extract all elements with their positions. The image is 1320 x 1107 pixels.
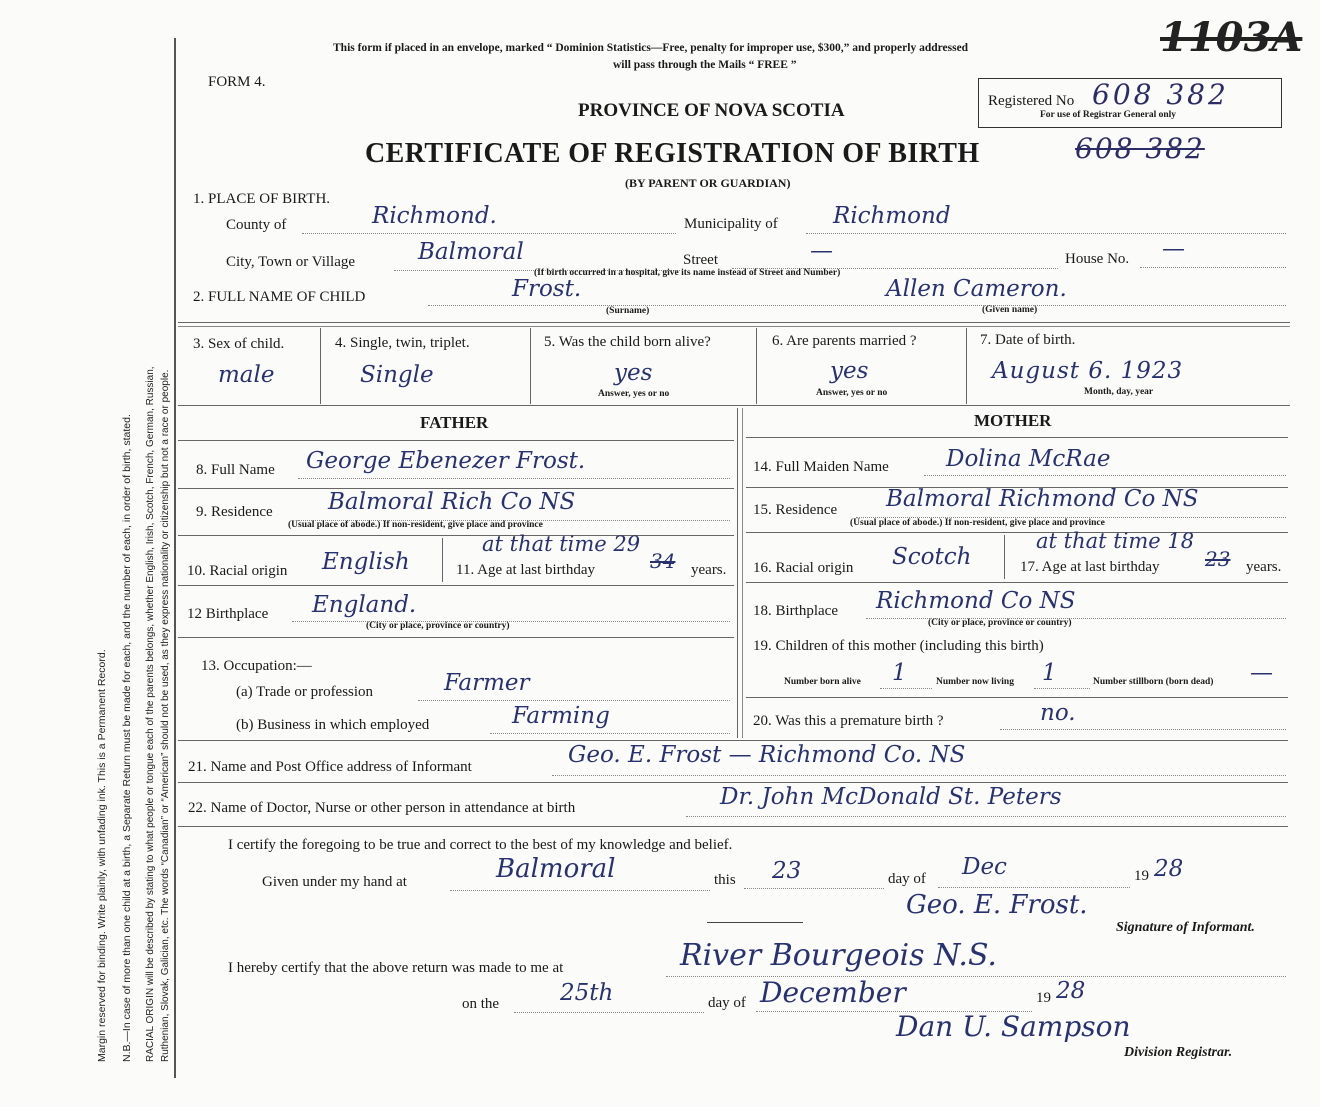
mother-heading: MOTHER (974, 411, 1052, 430)
father-birthplace-label: 12 Birthplace (187, 606, 269, 622)
certification-month-value: Dec (962, 854, 1007, 880)
county-value: Richmond. (372, 203, 497, 229)
registrar-day-line (514, 1012, 704, 1013)
premature-birth-label: 20. Was this a premature birth ? (753, 713, 944, 729)
born-alive-value: yes (614, 360, 653, 386)
mother-name-label: 14. Full Maiden Name (753, 459, 889, 475)
month-line (938, 887, 1130, 888)
row-divider (178, 585, 734, 586)
registrar-month-value: December (760, 976, 906, 1009)
signature-rule (707, 922, 803, 923)
on-the-label: on the (462, 996, 500, 1012)
row-divider (178, 826, 1288, 827)
multiple-birth-label: 4. Single, twin, triplet. (335, 335, 470, 351)
registrar-title: Division Registrar. (1124, 1045, 1233, 1060)
street-value: — (810, 238, 833, 264)
born-alive-count-value: 1 (892, 660, 907, 686)
certification-statement: I certify the foregoing to be true and correct to the best of my knowledge and belief. (228, 837, 733, 853)
house-number-line (1140, 267, 1286, 268)
parent-column-divider (742, 408, 743, 738)
doctor-value: Dr. John McDonald St. Peters (720, 784, 1062, 810)
row-divider (178, 782, 1288, 783)
given-place-value: Balmoral (496, 854, 616, 884)
father-birthplace-value: England. (312, 592, 417, 618)
form-number: FORM 4. (208, 74, 266, 90)
mother-name-line (924, 475, 1286, 476)
father-age-struck: 34 (650, 549, 676, 573)
parents-married-label: 6. Are parents married ? (772, 333, 917, 349)
row-divider (746, 697, 1288, 698)
born-alive-note: Answer, yes or no (598, 389, 670, 399)
margin-note-binding: Margin reserved for binding. Write plainly, with unfading ink. This is a Permanent Record. (96, 649, 108, 1062)
mother-name-value: Dolina McRae (946, 446, 1111, 472)
mother-birthplace-label: 18. Birthplace (753, 603, 838, 619)
struck-registration-number: 608 382 (1075, 132, 1205, 165)
father-residence-label: 9. Residence (196, 504, 273, 520)
born-alive-count-line (880, 688, 932, 689)
mother-age-label: 17. Age at last birthday (1020, 559, 1160, 575)
father-name-value: George Ebenezer Frost. (306, 448, 586, 474)
street-label: Street (683, 252, 718, 268)
informant-value: Geo. E. Frost — Richmond Co. NS (568, 742, 966, 768)
father-birthplace-note: (City or place, province or country) (366, 621, 510, 631)
province-heading: PROVINCE OF NOVA SCOTIA (578, 100, 845, 121)
margin-note-racial-origin: RACIAL ORIGIN will be described by stating to what people or tongue each of the parents belongs, whether English, Irish, Scotch, French, German, Russian, (145, 366, 156, 1062)
registrar-signature: Dan U. Sampson (896, 1010, 1131, 1043)
row-divider (746, 437, 1288, 438)
now-living-count-label: Number now living (936, 677, 1014, 687)
stillborn-count-value: — (1250, 660, 1273, 686)
born-alive-label: 5. Was the child born alive? (544, 334, 711, 350)
given-place-line (450, 890, 710, 891)
trade-label: (a) Trade or profession (236, 684, 374, 700)
mother-residence-label: 15. Residence (753, 502, 838, 518)
row-divider (178, 637, 734, 638)
mother-racial-origin-label: 16. Racial origin (753, 560, 854, 576)
father-years-label: years. (691, 562, 727, 578)
mother-age-note: at that time 18 (1036, 529, 1195, 553)
registrar-year-prefix: 19 (1036, 990, 1051, 1006)
row-divider (178, 535, 734, 536)
postal-notice-line-1: This form if placed in an envelope, marked “ Dominion Statistics—Free, penalty for improper use, $300,” and properly addressed (333, 42, 969, 54)
premature-birth-value: no. (1040, 700, 1076, 726)
premature-birth-line (1000, 729, 1286, 730)
hospital-note: (If birth occurred in a hospital, give its name instead of Street and Number) (534, 268, 841, 278)
mother-birthplace-value: Richmond Co NS (876, 588, 1076, 614)
parents-married-value: yes (830, 358, 869, 384)
registrar-day-of-label: day of (708, 995, 746, 1011)
father-residence-note: (Usual place of abode.) If non-resident, give place and province (288, 520, 543, 530)
document-title: CERTIFICATE OF REGISTRATION OF BIRTH (365, 138, 980, 169)
father-age-label: 11. Age at last birthday (456, 562, 595, 578)
registered-number-value: 608 382 (1092, 78, 1229, 111)
informant-label: 21. Name and Post Office address of Informant (188, 759, 472, 775)
stillborn-count-label: Number stillborn (born dead) (1093, 677, 1214, 687)
date-of-birth-label: 7. Date of birth. (980, 332, 1076, 348)
children-label: 19. Children of this mother (including this birth) (753, 638, 1044, 654)
column-divider (756, 328, 757, 404)
given-under-hand-label: Given under my hand at (262, 874, 407, 890)
informant-signature: Geo. E. Frost. (906, 890, 1088, 920)
mother-residence-note: (Usual place of abode.) If non-resident, give place and province (850, 518, 1105, 528)
doctor-line (686, 816, 1286, 817)
row-divider (178, 440, 734, 441)
father-racial-origin-value: English (322, 549, 410, 575)
sex-value: male (218, 362, 275, 388)
this-label: this (714, 872, 736, 888)
house-number-value: — (1162, 236, 1185, 262)
father-birthplace-line (292, 621, 730, 622)
child-given-name-value: Allen Cameron. (886, 276, 1067, 302)
registrar-place-line (666, 976, 1286, 977)
certification-day-value: 23 (772, 858, 802, 884)
row-divider (746, 582, 1288, 583)
row-divider (178, 740, 1288, 741)
row-divider (178, 326, 1290, 327)
now-living-count-value: 1 (1042, 660, 1057, 686)
father-racial-origin-label: 10. Racial origin (187, 563, 288, 579)
municipality-value: Richmond (833, 203, 951, 229)
certification-year-value: 28 (1154, 856, 1184, 882)
surname-note: (Surname) (606, 306, 650, 316)
column-divider (530, 328, 531, 404)
informant-line (552, 775, 1286, 776)
margin-note-racial-origin-2: Ruthenian, Slovak, Galician, etc. The words “Canadian” or “American” should not be used, as they express nationality or citizenship but not a race or people. (160, 369, 171, 1062)
registrar-year-value: 28 (1056, 978, 1086, 1004)
registrar-day-value: 25th (560, 980, 614, 1006)
mother-racial-origin-value: Scotch (892, 544, 972, 570)
document-subtitle: (BY PARENT OR GUARDIAN) (625, 176, 791, 190)
now-living-count-line (1034, 688, 1090, 689)
place-of-birth-heading: 1. PLACE OF BIRTH. (193, 191, 331, 207)
column-divider (320, 328, 321, 404)
occupation-label: 13. Occupation:— (201, 658, 312, 674)
date-of-birth-note: Month, day, year (1084, 387, 1154, 397)
sex-label: 3. Sex of child. (193, 336, 285, 352)
registrar-statement: I hereby certify that the above return was made to me at (228, 960, 564, 976)
mother-birthplace-note: (City or place, province or country) (928, 618, 1072, 628)
doctor-label: 22. Name of Doctor, Nurse or other person in attendance at birth (188, 800, 576, 816)
mother-residence-value: Balmoral Richmond Co NS (886, 486, 1199, 512)
row-divider (178, 405, 1290, 406)
father-residence-value: Balmoral Rich Co NS (328, 489, 576, 515)
registered-number-label: Registered No (988, 93, 1075, 109)
column-divider (442, 538, 443, 582)
business-value: Farming (512, 703, 610, 729)
corner-number: 1103A (1160, 14, 1303, 61)
trade-value: Farmer (444, 670, 530, 696)
registered-number-note: For use of Registrar General only (1040, 110, 1177, 120)
born-alive-count-label: Number born alive (784, 677, 861, 687)
registrar-place-value: River Bourgeois N.S. (680, 938, 997, 973)
date-of-birth-value: August 6. 1923 (992, 358, 1184, 384)
column-divider (1004, 535, 1005, 579)
trade-line (418, 700, 730, 701)
child-name-line (428, 305, 1286, 306)
row-divider (178, 322, 1290, 323)
multiple-birth-value: Single (360, 362, 434, 388)
father-age-note: at that time 29 (482, 532, 641, 556)
municipality-label: Municipality of (684, 216, 778, 232)
day-line (744, 888, 884, 889)
county-line (302, 233, 676, 234)
parent-column-divider (737, 408, 738, 738)
business-line (490, 733, 730, 734)
mother-years-label: years. (1246, 559, 1282, 575)
margin-note-multiple-births: N.B.—In case of more than one child at a birth, a Separate Return must be made for each, and the number of each, in order of birth, stated. (121, 414, 133, 1062)
father-name-line (298, 478, 730, 479)
city-label: City, Town or Village (226, 254, 356, 270)
business-label: (b) Business in which employed (236, 717, 430, 733)
mother-age-struck: 23 (1205, 547, 1231, 571)
postal-notice-line-2: will pass through the Mails “ FREE ” (613, 59, 797, 71)
given-name-note: (Given name) (982, 305, 1038, 315)
margin-rule (174, 38, 176, 1078)
father-heading: FATHER (420, 413, 489, 432)
informant-signature-label: Signature of Informant. (1116, 920, 1255, 935)
certification-year-prefix: 19 (1134, 868, 1149, 884)
child-name-label: 2. FULL NAME OF CHILD (193, 289, 366, 305)
municipality-line (806, 233, 1286, 234)
county-label: County of (226, 217, 287, 233)
parents-married-note: Answer, yes or no (816, 388, 888, 398)
row-divider (746, 532, 1288, 533)
father-name-label: 8. Full Name (196, 462, 275, 478)
house-number-label: House No. (1065, 251, 1130, 267)
day-of-label: day of (888, 871, 926, 887)
child-surname-value: Frost. (512, 276, 582, 302)
column-divider (966, 328, 967, 404)
city-value: Balmoral (418, 239, 524, 265)
